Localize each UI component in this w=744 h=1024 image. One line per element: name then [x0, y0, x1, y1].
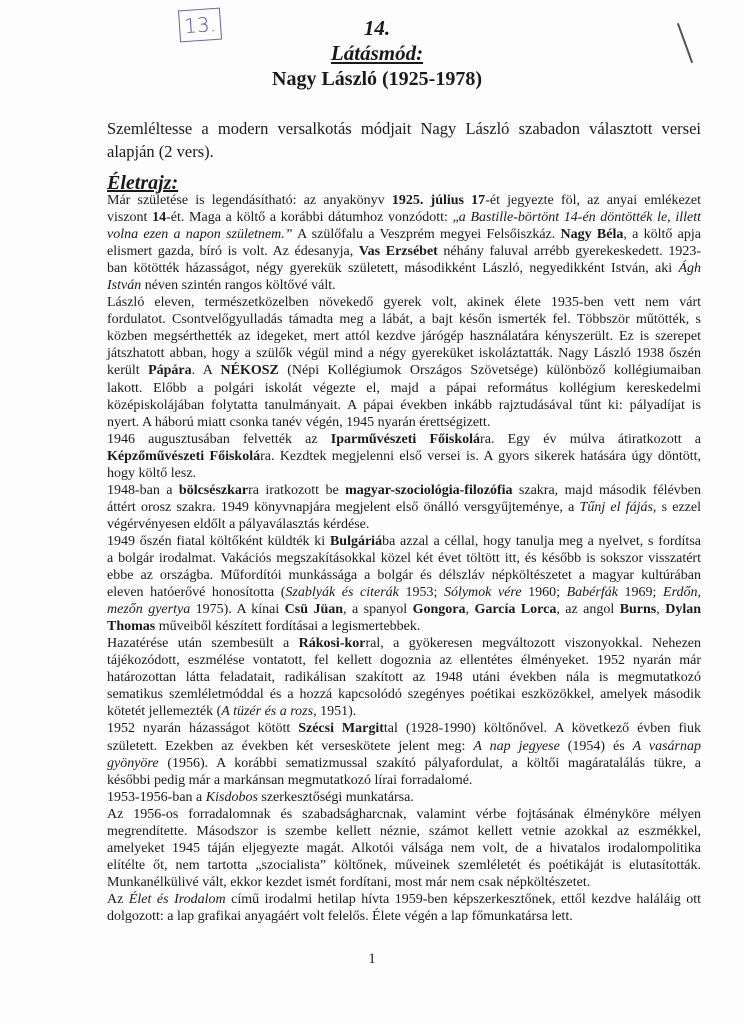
text-run: , [465, 602, 475, 618]
text-line [107, 448, 701, 465]
text-run: Hazatérése után szembesült a [107, 636, 299, 652]
text-line [107, 414, 701, 431]
text-line [107, 482, 701, 499]
text-line [107, 601, 701, 618]
italic-text: Babérfák [566, 585, 618, 601]
bold-text: Pápára [148, 363, 192, 379]
italic-text: gyönyöre [107, 755, 159, 771]
bold-text: bölcsészkar [178, 482, 249, 498]
text-run: játszhatott abban, hogy a szülők végül mind a négy gyereküket iskoláztatták. Nagy László 1938 őszén [107, 346, 701, 362]
text-run: Az [107, 891, 129, 907]
text-run: elítélte őt, nem tartotta „szocialista” költőnek, műveinek szemléletét és poétikáját is elutasították. [107, 857, 701, 873]
text-line [107, 789, 701, 806]
chapter-number: 14. [363, 16, 391, 40]
text-run: tájékozódott, eszmélése vontatott, fel kellett dogoznia az ellentétes élményeket. 1952 nyarán már [107, 653, 701, 669]
text-line [107, 345, 701, 362]
text-line [107, 311, 701, 328]
italic-text: A nap jegyese [473, 738, 560, 754]
text-run: végérvényesen eldőlt a pályaválasztás kérdése. [107, 516, 370, 532]
bold-text: García Lorca [474, 602, 557, 618]
text-run: későbbi pedig már a markánsan megmutatkozó lírai forradalomé. [107, 772, 473, 788]
italic-text: Szablyák és citerák [285, 585, 399, 601]
bold-text: Csü Jüan [284, 602, 344, 618]
page-title: Látásmód: [330, 41, 424, 65]
italic-text: Sólymok vére [443, 585, 522, 601]
page-subtitle: Nagy László (1925-1978) [272, 68, 482, 90]
text-line [107, 550, 701, 567]
bold-text: 14 [152, 210, 167, 226]
italic-text: volna ezen a napon születnem.” [107, 227, 293, 243]
text-line [107, 840, 701, 857]
text-line [107, 686, 701, 703]
text-run: áttért orosz szakra. 1949 könyvnapjára megjelent első önálló versgyűjteménye, a [107, 499, 580, 515]
text-run: 1960; [521, 585, 567, 601]
bold-text: 1925. július 17 [391, 193, 486, 208]
biography-text [107, 192, 701, 925]
text-run: néhány faluval arrébb gyerekeskedett. 1923- [437, 244, 701, 260]
text-run: dolgozott: a lap grafikai anyagáért volt felelős. Élete végén a lap főmunkatársa lett. [107, 908, 573, 924]
task-prompt [107, 117, 701, 163]
text-line [107, 567, 701, 584]
text-run: ban kötötték házasságot, négy gyerekük született, másodikként László, negyedikként István, aki [107, 261, 679, 277]
bold-text: NÉKOSZ [220, 363, 279, 379]
text-line [107, 362, 701, 379]
text-line [107, 516, 701, 533]
text-run: néven szintén rangos költővé vált. [141, 278, 336, 294]
text-run: ra. Egy év múlva átiratkozott a [480, 431, 701, 447]
text-line [107, 294, 701, 311]
text-run: Már születése is legendásítható: az anyakönyv [107, 193, 392, 208]
text-line [107, 499, 701, 516]
italic-text: István [107, 278, 142, 294]
text-run: sematikus szemléletmóddal és a hozzá kapcsolódó szegényes poétikai eszközökkel, amelyek második [107, 687, 701, 703]
text-line [107, 891, 701, 908]
text-run: a bolgár irodalmat. Vakációs megszakításokkal közel két évet töltött itt, és később is sokszor visszatért [107, 550, 701, 566]
text-run: eleven hatóerővé honosította ( [107, 585, 286, 601]
bold-text: Képzőművészeti Főiskolá [107, 448, 261, 464]
text-run: 1948-ban a [107, 482, 179, 498]
text-line [107, 874, 701, 891]
text-run: , a spanyol [343, 602, 413, 618]
text-run: megrendítette. Másodszor is szembe kellett néznie, számot kellett vetnie azokkal az eszmékkel, [107, 823, 701, 839]
text-run: 1952 nyarán házasságot kötött [107, 721, 299, 737]
text-run: határozottan látta feladatait, radikálisan szakított az 1948 utáni években nála is megmutatkozó [107, 670, 701, 686]
text-run: 1953; [398, 585, 444, 601]
bold-text: Dylan [665, 602, 701, 618]
text-run: szerkesztőségi munkatársa. [257, 789, 414, 805]
text-run: közben megsérthették az idegeket, mert attól kezdve járógép használatára kényszerült. Ez is szerepet [107, 329, 701, 345]
text-run: Szemléltesse a modern versalkotás módjait Nagy László szabadon választott versei [107, 119, 701, 138]
italic-text: Tűnj el fájás [579, 499, 653, 515]
text-run: László eleven, természetközelben növekedő gyerek volt, akinek élete 1935-ben vett nem várt [107, 295, 701, 311]
text-line [107, 755, 701, 772]
text-line [107, 806, 701, 823]
text-line [107, 380, 701, 397]
text-line [107, 703, 701, 720]
text-run: , [656, 602, 666, 618]
text-line [107, 328, 701, 345]
bold-text: magyar-szociológia-filozófia [345, 482, 513, 498]
text-run: . A [191, 363, 221, 379]
text-run: elismert gazda, bíró is volt. Az édesanyja, [107, 244, 359, 260]
text-run: középiskolájában folytatta tanulmányait. A pápai években inkább rajztudásával tűnt ki: pályadíjat is [107, 397, 701, 413]
text-line [107, 823, 701, 840]
italic-text: Ágh [678, 261, 701, 277]
text-line [107, 260, 701, 277]
biography-heading: Életrajz: [107, 172, 179, 194]
text-line [107, 738, 701, 755]
text-run: , a költő apja [623, 227, 701, 243]
text-run: Munkanélkülivé vált, ekkor kezdet ismét fordítani, most már nem csak népköltészetet. [107, 874, 591, 890]
text-run: ebbe az országba. Műfordítói munkássága a bolgár és délszláv népköltészetet a magyar kultúrában [107, 568, 701, 584]
text-run: műveiből készített fordításai a legismertebbek. [155, 619, 421, 635]
italic-text: Erdőn, [663, 585, 702, 601]
text-run: lakott. Előbb a polgári iskolát végezte el, majd a pápai református kollégium kereskedelmi [107, 380, 701, 396]
italic-text: Élet és Irodalom [128, 891, 226, 907]
text-line [107, 618, 701, 635]
text-run: tal (1928-1990) költőnővel. A következő évben fiuk [383, 721, 701, 737]
italic-text: A tüzér és a rozs, [221, 704, 317, 720]
bold-text: Nagy Béla [560, 227, 624, 243]
text-line [107, 584, 701, 601]
text-run: amelyeket 1945 táján eljegyezte magát. Alkotói válsága nem volt, de a hivatalos irodalompolitika [107, 840, 701, 856]
text-line [107, 772, 701, 789]
text-run: kötetét jellemezték ( [107, 704, 222, 720]
text-run: ra iratkozott be [248, 482, 346, 498]
bold-text: Szécsi Margit [298, 721, 384, 737]
text-run: ra. Kezdtek megjelenni első versei is. A gyors sikerek hatására úgy döntött, [260, 448, 701, 464]
text-run: 1951). [316, 704, 357, 720]
text-run: , s ezzel [652, 499, 701, 515]
text-run: került [107, 363, 149, 379]
text-line [107, 397, 701, 414]
text-line [107, 431, 701, 448]
text-run: (1956). A korábbi sematizmussal szakító pályafordulat, a költői magáratalálás tükre, a [158, 755, 701, 771]
text-run: hogy költő lesz. [107, 465, 197, 481]
text-run: , az angol [556, 602, 620, 618]
italic-text: mezőn gyertya [107, 602, 191, 618]
text-line [107, 192, 701, 209]
text-run: fordulatot. Csontvelőgyulladás támadta meg a lábát, a bajt későn ismerték fel. Többször műtötték, s [107, 312, 701, 328]
text-run: 1946 augusztusában felvették az [107, 431, 331, 447]
text-line [107, 669, 701, 686]
page-number: 1 [368, 951, 376, 967]
italic-text: A vasárnap [632, 738, 701, 754]
text-run: nyert. A háború miatt csonka tanév végén, 1945 nyarán érettségizett. [107, 414, 491, 430]
text-run: alapján (2 vers). [107, 142, 214, 161]
text-line [107, 465, 701, 482]
text-line [107, 243, 701, 260]
text-run: (1954) és [559, 738, 633, 754]
bold-text: Gongora [412, 602, 466, 618]
text-line [107, 533, 701, 550]
text-line [107, 140, 701, 163]
text-line [107, 908, 701, 925]
text-run: szakra, majd második félévben [512, 482, 701, 498]
bold-text: Iparművészeti Főiskolá [330, 431, 481, 447]
text-run: Az 1956-os forradalomnak és szabadságharcnak, valamint vérbe fojtásának élményköre mélyen [107, 806, 701, 822]
bold-text: Thomas [107, 619, 156, 635]
text-run: 1975). A kínai [190, 602, 285, 618]
text-line [107, 635, 701, 652]
text-line [107, 277, 701, 294]
handwritten-number-box: 13. [178, 8, 222, 43]
text-run: (Népi Kollégiumok Országos Szövetsége) különböző kollégiumaiban [278, 363, 701, 379]
text-line [107, 226, 701, 243]
text-run: ral, a gyökeresen megváltozott viszonyokkal. Nehezen [365, 636, 701, 652]
text-run: 1953-1956-ban a [107, 789, 206, 805]
text-run: -ét. Maga a költő a korábbi dátumhoz vonzódott: „ [166, 210, 459, 226]
text-line [107, 117, 701, 140]
bold-text: Burns [619, 602, 657, 618]
text-line [107, 720, 701, 737]
bold-text: Vas Erzsébet [358, 244, 438, 260]
text-run: című irodalmi hetilap hívta 1959-ben képszerkesztőnek, ettől kezdve haláláig ott [225, 891, 701, 907]
text-run: viszont [107, 210, 153, 226]
text-run: született. Ezekben az években két verseskötete jelent meg: [107, 738, 474, 754]
italic-text: a Bastille-börtönt 14-én döntötték le, illett [458, 210, 701, 226]
text-line [107, 652, 701, 669]
text-run: 1969; [617, 585, 664, 601]
bold-text: Bulgáriá [329, 533, 383, 549]
text-run: -ét jegyezte föl, az anyai emlékezet [485, 193, 702, 208]
text-run: A szülőfalu a Veszprém megyei Felsőiszkáz. [292, 227, 561, 243]
italic-text: Kisdobos [205, 789, 258, 805]
bold-text: Rákosi-kor [298, 636, 366, 652]
text-run: 1949 őszén fiatal költőként küldték ki [107, 533, 330, 549]
text-line [107, 209, 701, 226]
text-run: ba azzal a céllal, hogy tanulja meg a nyelvet, s fordítsa [382, 533, 701, 549]
text-line [107, 857, 701, 874]
